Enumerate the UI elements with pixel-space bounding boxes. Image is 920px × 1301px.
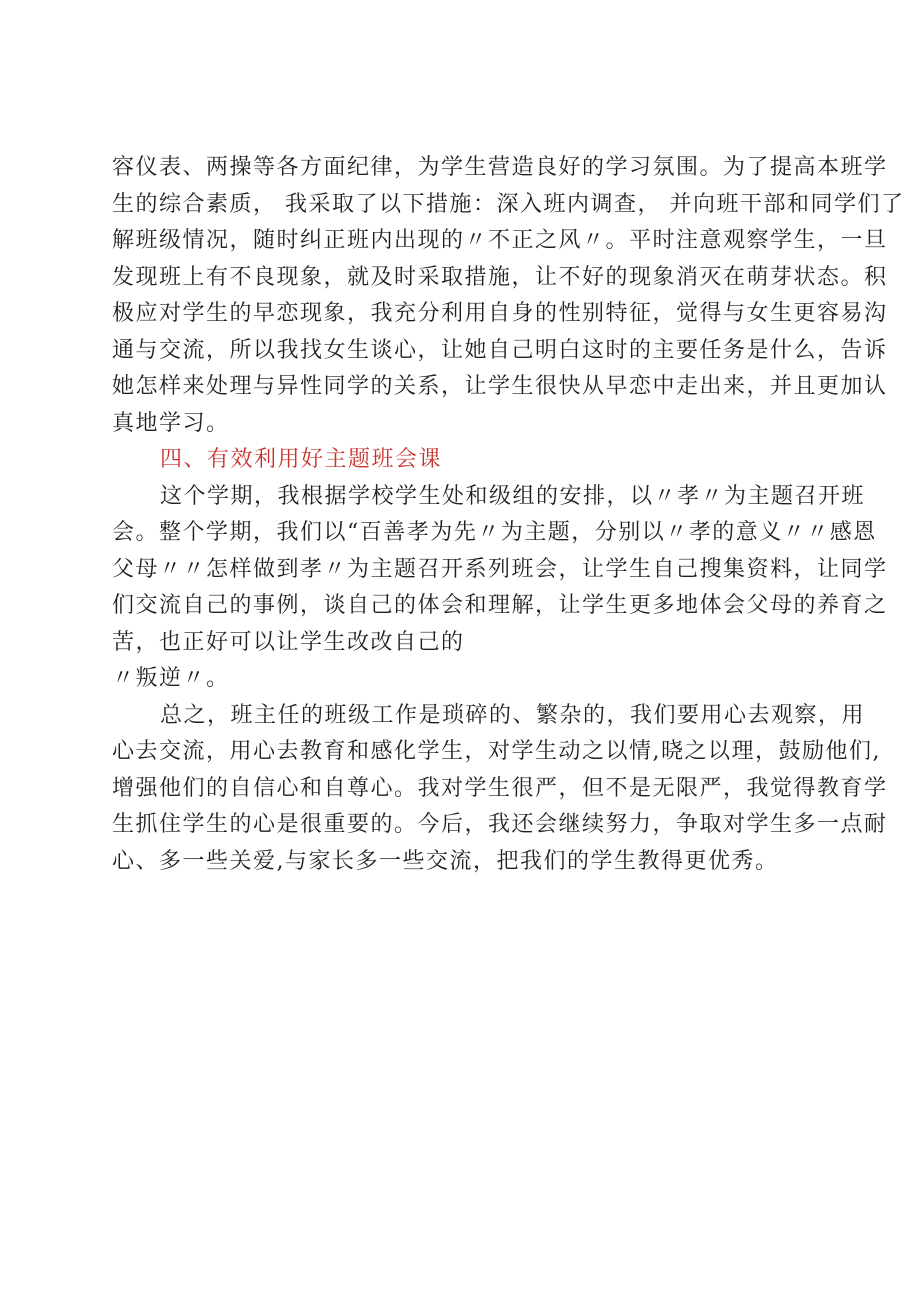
text-line: 容仪表、两操等各方面纪律，为学生营造良好的学习氛围。为了提高本班学: [112, 155, 888, 180]
text-line: 生抓住学生的心是很重要的。今后，我还会继续努力，争取对学生多一点耐: [112, 812, 888, 837]
text-line: 苦，也正好可以让学生改改自己的: [112, 629, 465, 655]
paragraph-class-discipline: [112, 150, 905, 442]
text-line: 会。整个学期，我们以“百善孝为先〃为主题，分别以〃孝的意义〃〃感恩: [112, 520, 877, 545]
text-line: 心、多一些关爱,与家长多一些交流，把我们的学生教得更优秀。: [112, 848, 779, 874]
text-line: 通与交流，所以我找女生谈心，让她自己明白这时的主要任务是什么，告诉: [112, 337, 888, 363]
text-line: 生的综合素质， 我采取了以下措施：深入班内调查， 并向班干部和同学们了: [112, 191, 905, 217]
section-heading: 四、有效利用好主题班会课: [160, 447, 443, 472]
document-body: [112, 150, 905, 880]
text-line: 真地学习。: [112, 410, 230, 436]
text-line: 增强他们的自信心和自尊心。我对学生很严，但不是无限严，我觉得教育学: [112, 775, 888, 801]
text-line: 发现班上有不良现象，就及时采取措施，让不好的现象消灭在萌芽状态。积: [112, 264, 888, 290]
paragraph-conclusion: [112, 698, 888, 881]
text-line: 她怎样来处理与异性同学的关系，让学生很快从早恋中走出来，并且更加认: [112, 374, 888, 399]
section-theme-class-meeting: [112, 442, 888, 698]
text-line: 父母〃〃怎样做到孝〃为主题召开系列班会，让学生自己搜集资料，让同学: [112, 556, 888, 582]
text-line: 极应对学生的早恋现象，我充分利用自身的性别特征，觉得与女生更容易沟: [112, 301, 888, 326]
text-line: 们交流自己的事例，谈自己的体会和理解，让学生更多地体会父母的养育之: [112, 593, 888, 618]
text-line: 解班级情况，随时纠正班内出现的〃不正之风〃。平时注意观察学生，一旦: [112, 228, 888, 253]
text-line: 总之，班主任的班级工作是琐碎的、繁杂的，我们要用心去观察，用: [160, 702, 866, 728]
text-line: 〃叛逆〃。: [112, 666, 230, 691]
text-line: 心去交流，用心去教育和感化学生，对学生动之以情,晓之以理，鼓励他们,: [112, 739, 881, 764]
text-line: 这个学期，我根据学校学生处和级组的安排，以〃孝〃为主题召开班: [160, 483, 866, 509]
